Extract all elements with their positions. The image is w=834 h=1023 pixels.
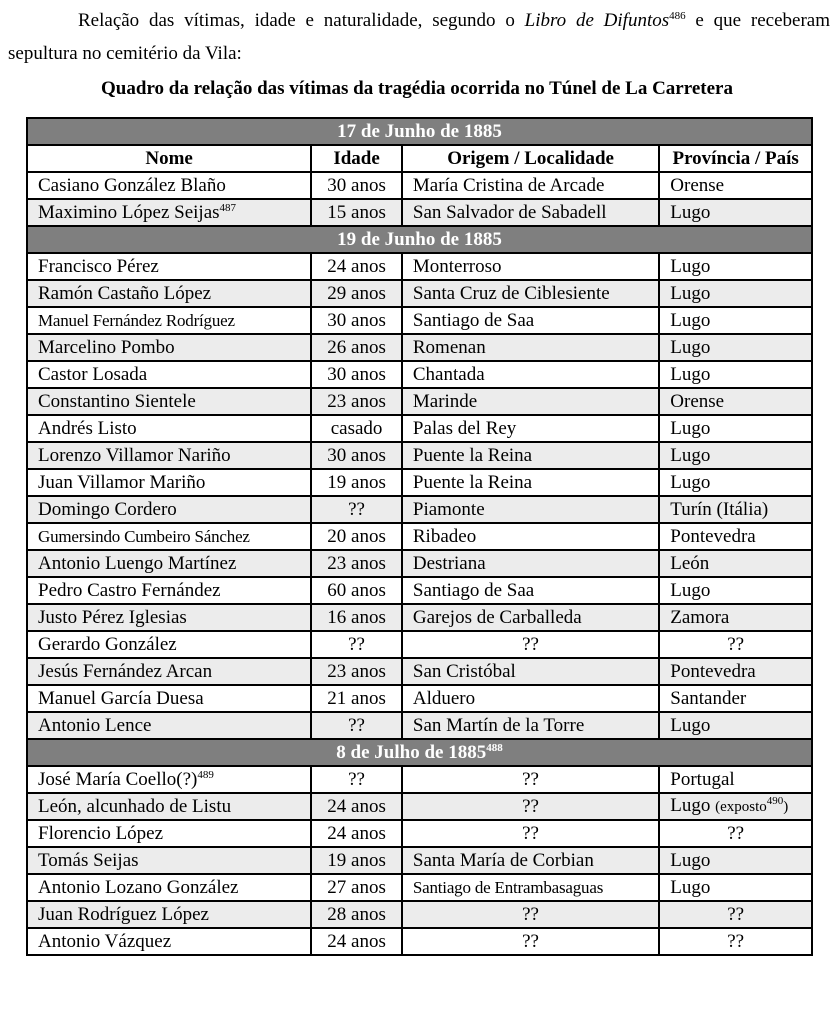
origin-cell bbox=[402, 874, 659, 901]
origin-cell-text: Santiago de Saa bbox=[412, 309, 535, 331]
name-cell-footnote: 487 bbox=[219, 201, 237, 214]
name-cell-text: Francisco Pérez bbox=[38, 255, 159, 277]
province-cell-text: Lugo bbox=[670, 336, 711, 358]
origin-cell-text: San Salvador de Sabadell bbox=[412, 201, 607, 223]
table-row bbox=[27, 901, 812, 928]
name-cell bbox=[27, 766, 311, 793]
table-row bbox=[27, 280, 812, 307]
province-cell bbox=[659, 577, 812, 604]
name-cell-text: Antonio Lozano González bbox=[38, 876, 239, 898]
province-cell-text: Lugo bbox=[670, 579, 711, 601]
name-cell-text: Casiano González Blaño bbox=[38, 174, 226, 196]
origin-cell bbox=[402, 631, 659, 658]
age-cell: 27 anos bbox=[311, 874, 402, 901]
table-row bbox=[27, 415, 812, 442]
origin-cell-text: Romenan bbox=[412, 336, 486, 358]
origin-cell bbox=[402, 658, 659, 685]
province-cell-text: Orense bbox=[670, 174, 725, 196]
name-cell bbox=[27, 523, 311, 550]
age-cell: 24 anos bbox=[311, 793, 402, 820]
province-cell-text: Lugo bbox=[670, 444, 711, 466]
province-cell-text: ?? bbox=[727, 903, 745, 925]
province-cell-text: ?? bbox=[727, 822, 745, 844]
province-cell bbox=[659, 631, 812, 658]
origin-cell bbox=[402, 307, 659, 334]
table-row bbox=[27, 793, 812, 820]
origin-cell bbox=[402, 361, 659, 388]
name-cell bbox=[27, 496, 311, 523]
table-row bbox=[27, 361, 812, 388]
origin-cell bbox=[402, 847, 659, 874]
table-row bbox=[27, 442, 812, 469]
province-cell-text: Zamora bbox=[670, 606, 730, 628]
age-cell: 19 anos bbox=[311, 847, 402, 874]
origin-cell-text: Puente la Reina bbox=[412, 444, 533, 466]
name-cell-text: Antonio Luengo Martínez bbox=[38, 552, 237, 574]
name-cell-text: José María Coello(?) bbox=[38, 768, 198, 790]
name-cell bbox=[27, 874, 311, 901]
province-cell-text: ?? bbox=[727, 930, 745, 952]
table-row bbox=[27, 577, 812, 604]
province-cell bbox=[659, 928, 812, 955]
victims-table bbox=[26, 117, 813, 956]
name-cell-text: León, alcunhado de Listu bbox=[38, 795, 232, 817]
origin-cell bbox=[402, 388, 659, 415]
age-cell: 15 anos bbox=[311, 199, 402, 226]
age-cell: ?? bbox=[311, 631, 402, 658]
table-row bbox=[27, 496, 812, 523]
date-header bbox=[27, 226, 812, 253]
table-row bbox=[27, 766, 812, 793]
province-cell bbox=[659, 469, 812, 496]
age-cell: 24 anos bbox=[311, 253, 402, 280]
province-cell bbox=[659, 172, 812, 199]
origin-cell bbox=[402, 901, 659, 928]
column-header: Origem / Localidade bbox=[402, 145, 659, 172]
province-cell bbox=[659, 874, 812, 901]
age-cell: 29 anos bbox=[311, 280, 402, 307]
origin-cell bbox=[402, 280, 659, 307]
province-cell-text: ?? bbox=[727, 633, 745, 655]
age-cell: 30 anos bbox=[311, 442, 402, 469]
date-header bbox=[27, 118, 812, 145]
table-row bbox=[27, 604, 812, 631]
origin-cell bbox=[402, 928, 659, 955]
province-cell bbox=[659, 199, 812, 226]
province-cell bbox=[659, 442, 812, 469]
victims-table-body bbox=[27, 118, 812, 955]
province-cell bbox=[659, 604, 812, 631]
table-row bbox=[27, 523, 812, 550]
province-cell-text: Lugo bbox=[670, 876, 711, 898]
age-cell: 24 anos bbox=[311, 820, 402, 847]
column-header: Província / País bbox=[659, 145, 812, 172]
origin-cell bbox=[402, 550, 659, 577]
province-cell bbox=[659, 820, 812, 847]
column-header: Idade bbox=[311, 145, 402, 172]
origin-cell-text: Santa Cruz de Ciblesiente bbox=[412, 282, 610, 304]
age-cell: 20 anos bbox=[311, 523, 402, 550]
age-cell: 23 anos bbox=[311, 550, 402, 577]
name-cell-footnote: 489 bbox=[197, 768, 214, 781]
name-cell-text: Castor Losada bbox=[38, 363, 148, 385]
table-row bbox=[27, 820, 812, 847]
province-cell bbox=[659, 361, 812, 388]
column-header-row bbox=[27, 145, 812, 172]
origin-cell-text: ?? bbox=[522, 633, 539, 655]
origin-cell bbox=[402, 793, 659, 820]
age-cell: 19 anos bbox=[311, 469, 402, 496]
name-cell bbox=[27, 334, 311, 361]
name-cell bbox=[27, 199, 311, 226]
province-cell bbox=[659, 847, 812, 874]
province-cell bbox=[659, 523, 812, 550]
table-row bbox=[27, 928, 812, 955]
date-label: 17 de Junho de 1885 bbox=[337, 120, 502, 142]
origin-cell bbox=[402, 334, 659, 361]
age-cell: 23 anos bbox=[311, 658, 402, 685]
table-row bbox=[27, 712, 812, 739]
table-row bbox=[27, 658, 812, 685]
name-cell-text: Andrés Listo bbox=[38, 417, 137, 439]
province-cell-text: Pontevedra bbox=[670, 525, 756, 547]
name-cell-text: Lorenzo Villamor Nariño bbox=[38, 444, 231, 466]
origin-cell-text: María Cristina de Arcade bbox=[412, 174, 605, 196]
origin-cell bbox=[402, 496, 659, 523]
name-cell-text: Justo Pérez Iglesias bbox=[38, 606, 187, 628]
table-row bbox=[27, 388, 812, 415]
origin-cell-text: Garejos de Carballeda bbox=[412, 606, 582, 628]
origin-cell-text: Palas del Rey bbox=[412, 417, 517, 439]
origin-cell bbox=[402, 712, 659, 739]
intro-paragraph bbox=[8, 4, 830, 70]
province-cell bbox=[659, 496, 812, 523]
book-title: Libro de Difuntos bbox=[524, 10, 670, 31]
origin-cell-text: ?? bbox=[522, 930, 539, 952]
name-cell-text: Domingo Cordero bbox=[38, 498, 177, 520]
province-cell bbox=[659, 334, 812, 361]
name-cell bbox=[27, 685, 311, 712]
province-cell-text: Turín (Itália) bbox=[670, 498, 769, 520]
name-cell-text: Florencio López bbox=[38, 822, 164, 844]
footnote-ref: 486 bbox=[669, 10, 686, 22]
origin-cell-text: ?? bbox=[522, 822, 539, 844]
age-cell: 24 anos bbox=[311, 928, 402, 955]
age-cell: 16 anos bbox=[311, 604, 402, 631]
date-header-row bbox=[27, 118, 812, 145]
origin-cell bbox=[402, 820, 659, 847]
province-cell bbox=[659, 550, 812, 577]
province-cell bbox=[659, 901, 812, 928]
province-cell-footnote: 490 bbox=[766, 795, 784, 807]
origin-cell bbox=[402, 415, 659, 442]
origin-cell-text: Chantada bbox=[412, 363, 485, 385]
origin-cell-text: Santiago de Saa bbox=[412, 579, 535, 601]
age-cell: ?? bbox=[311, 766, 402, 793]
name-cell-text: Jesús Fernández Arcan bbox=[38, 660, 213, 682]
table-row bbox=[27, 307, 812, 334]
age-cell: 21 anos bbox=[311, 685, 402, 712]
name-cell bbox=[27, 307, 311, 334]
origin-cell bbox=[402, 172, 659, 199]
province-cell bbox=[659, 415, 812, 442]
name-cell bbox=[27, 928, 311, 955]
age-cell: 23 anos bbox=[311, 388, 402, 415]
table-row bbox=[27, 199, 812, 226]
name-cell-text: Juan Villamor Mariño bbox=[38, 471, 206, 493]
province-cell-text: Orense bbox=[670, 390, 725, 412]
province-cell bbox=[659, 793, 812, 820]
province-cell bbox=[659, 280, 812, 307]
age-cell: 30 anos bbox=[311, 361, 402, 388]
origin-cell-text: Santiago de Entrambasaguas bbox=[412, 877, 604, 897]
origin-cell-text: ?? bbox=[522, 768, 539, 790]
column-header: Nome bbox=[27, 145, 311, 172]
province-cell-text: Lugo bbox=[670, 417, 711, 439]
province-cell-text: Lugo bbox=[670, 849, 711, 871]
origin-cell bbox=[402, 199, 659, 226]
origin-cell bbox=[402, 253, 659, 280]
province-cell bbox=[659, 253, 812, 280]
origin-cell bbox=[402, 766, 659, 793]
origin-cell-text: San Cristóbal bbox=[412, 660, 516, 682]
table-row bbox=[27, 847, 812, 874]
date-header-row bbox=[27, 739, 812, 766]
name-cell bbox=[27, 253, 311, 280]
origin-cell-text: Puente la Reina bbox=[412, 471, 533, 493]
province-cell-text: Santander bbox=[670, 687, 747, 709]
name-cell bbox=[27, 388, 311, 415]
province-cell bbox=[659, 307, 812, 334]
date-label: 19 de Junho de 1885 bbox=[337, 228, 502, 250]
intro-text-before: Relação das vítimas, idade e naturalidade, segundo o bbox=[78, 10, 525, 31]
province-cell-text: Lugo bbox=[670, 714, 711, 736]
name-cell-text: Manuel García Duesa bbox=[38, 687, 204, 709]
origin-cell-text: Ribadeo bbox=[412, 525, 477, 547]
province-cell bbox=[659, 766, 812, 793]
origin-cell-text: Piamonte bbox=[412, 498, 485, 520]
age-cell: ?? bbox=[311, 496, 402, 523]
name-cell bbox=[27, 577, 311, 604]
origin-cell-text: Santa María de Corbian bbox=[412, 849, 594, 871]
date-footnote: 488 bbox=[486, 741, 503, 754]
name-cell-text: Manuel Fernández Rodríguez bbox=[38, 310, 235, 330]
name-cell bbox=[27, 847, 311, 874]
table-row bbox=[27, 631, 812, 658]
name-cell-text: Antonio Vázquez bbox=[38, 930, 172, 952]
name-cell bbox=[27, 604, 311, 631]
date-header bbox=[27, 739, 812, 766]
province-cell-text: Lugo bbox=[670, 201, 711, 223]
age-cell: 30 anos bbox=[311, 172, 402, 199]
province-cell-text: Lugo bbox=[670, 282, 711, 304]
date-header-row bbox=[27, 226, 812, 253]
province-cell bbox=[659, 685, 812, 712]
name-cell bbox=[27, 415, 311, 442]
province-cell-text: Lugo bbox=[670, 471, 711, 493]
origin-cell bbox=[402, 577, 659, 604]
age-cell: 26 anos bbox=[311, 334, 402, 361]
province-qualifier: (exposto bbox=[715, 799, 767, 815]
name-cell-text: Maximino López Seijas bbox=[38, 201, 220, 223]
closing-paren: ) bbox=[783, 799, 789, 815]
origin-cell bbox=[402, 469, 659, 496]
name-cell-text: Constantino Sientele bbox=[38, 390, 196, 412]
name-cell-text: Antonio Lence bbox=[38, 714, 152, 736]
table-row bbox=[27, 334, 812, 361]
origin-cell-text: Destriana bbox=[412, 552, 486, 574]
province-cell-text: Lugo bbox=[670, 363, 711, 385]
name-cell-text: Gumersindo Cumbeiro Sánchez bbox=[38, 526, 250, 546]
origin-cell-text: Marinde bbox=[412, 390, 478, 412]
table-row bbox=[27, 469, 812, 496]
name-cell bbox=[27, 172, 311, 199]
name-cell-text: Marcelino Pombo bbox=[38, 336, 175, 358]
table-title: Quadro da relação das vítimas da tragédia ocorrida no Túnel de La Carretera bbox=[101, 78, 733, 99]
province-cell-text: Pontevedra bbox=[670, 660, 756, 682]
province-cell bbox=[659, 388, 812, 415]
origin-cell bbox=[402, 442, 659, 469]
intro-text-after: e que receberam sepultura no cemitério da Vila: bbox=[8, 10, 830, 64]
origin-cell bbox=[402, 523, 659, 550]
origin-cell bbox=[402, 604, 659, 631]
name-cell bbox=[27, 820, 311, 847]
age-cell: ?? bbox=[311, 712, 402, 739]
date-label: 8 de Julho de 1885 bbox=[336, 741, 487, 763]
name-cell bbox=[27, 712, 311, 739]
name-cell-text: Pedro Castro Fernández bbox=[38, 579, 221, 601]
origin-cell-text: ?? bbox=[522, 795, 539, 817]
name-cell-text: Gerardo González bbox=[38, 633, 177, 655]
name-cell-text: Tomás Seijas bbox=[38, 849, 139, 871]
name-cell bbox=[27, 901, 311, 928]
table-row bbox=[27, 172, 812, 199]
age-cell: 30 anos bbox=[311, 307, 402, 334]
name-cell bbox=[27, 280, 311, 307]
table-row bbox=[27, 685, 812, 712]
province-cell bbox=[659, 658, 812, 685]
name-cell bbox=[27, 469, 311, 496]
age-cell: 28 anos bbox=[311, 901, 402, 928]
name-cell bbox=[27, 658, 311, 685]
province-cell-text: Lugo bbox=[670, 309, 711, 331]
province-cell-text: Lugo bbox=[670, 255, 711, 277]
origin-cell-text: San Martín de la Torre bbox=[412, 714, 585, 736]
age-cell: casado bbox=[311, 415, 402, 442]
province-cell-text: Lugo bbox=[670, 795, 716, 816]
table-row bbox=[27, 550, 812, 577]
name-cell-text: Juan Rodríguez López bbox=[38, 903, 209, 925]
name-cell bbox=[27, 793, 311, 820]
province-cell bbox=[659, 712, 812, 739]
origin-cell-text: ?? bbox=[522, 903, 539, 925]
name-cell bbox=[27, 361, 311, 388]
name-cell bbox=[27, 631, 311, 658]
name-cell bbox=[27, 442, 311, 469]
table-row bbox=[27, 253, 812, 280]
age-cell: 60 anos bbox=[311, 577, 402, 604]
province-cell-text: Portugal bbox=[670, 768, 735, 790]
origin-cell bbox=[402, 685, 659, 712]
name-cell-text: Ramón Castaño López bbox=[38, 282, 212, 304]
name-cell bbox=[27, 550, 311, 577]
origin-cell-text: Monterroso bbox=[412, 255, 502, 277]
table-row bbox=[27, 874, 812, 901]
origin-cell-text: Alduero bbox=[412, 687, 476, 709]
province-cell-text: León bbox=[670, 552, 710, 574]
